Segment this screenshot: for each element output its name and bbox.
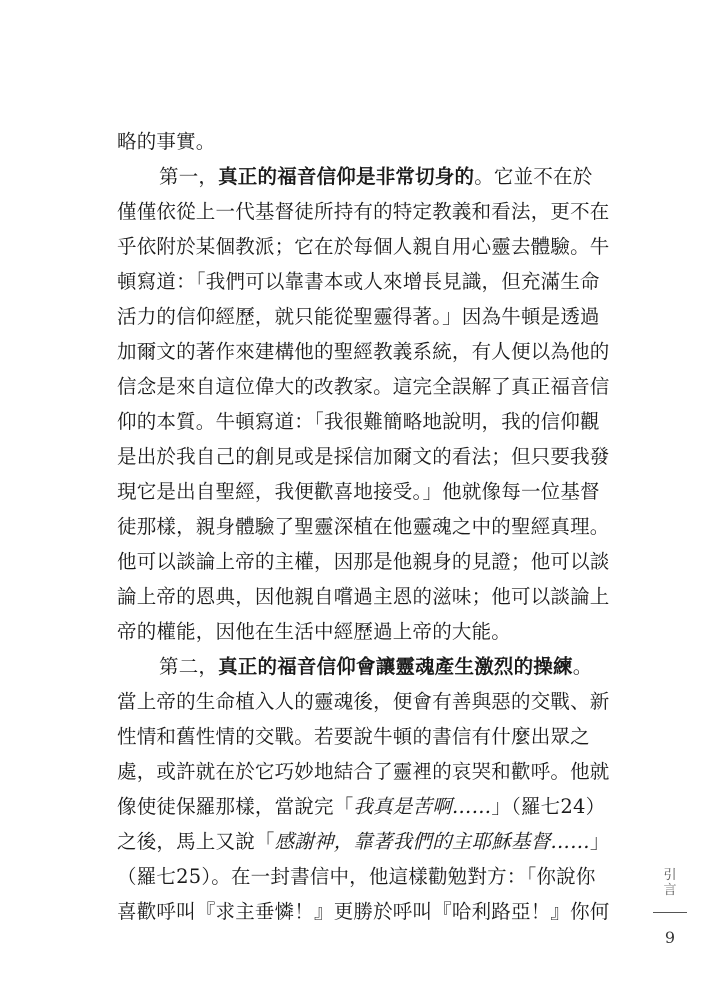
scripture-quote: 我真是苦啊……	[353, 795, 492, 818]
text-line: 像使徒保羅那樣，當說完「我真是苦啊……」（羅七24）	[117, 795, 606, 818]
text-line: 信念是來自這位偉大的改教家。這完全誤解了真正福音信	[117, 375, 610, 398]
text-line: 加爾文的著作來建構他的聖經教義系統，有人便以為他的	[117, 340, 610, 363]
footer-divider	[653, 912, 687, 913]
text-line: 徒那樣，親身體驗了聖靈深植在他靈魂之中的聖經真理。	[117, 515, 610, 538]
scripture-quote: 感謝神，靠著我們的主耶穌基督……	[274, 830, 590, 853]
text-line: 他可以談論上帝的主權，因那是他親身的見證；他可以談	[117, 550, 610, 573]
text-line: 喜歡呼叫『求主垂憐！』更勝於呼叫『哈利路亞！』你何	[117, 900, 610, 923]
text-line: 略的事實。	[117, 130, 216, 153]
text-line: 處，或許就在於它巧妙地結合了靈裡的哀哭和歡呼。他就	[117, 760, 610, 783]
emphasis-point-two: 真正的福音信仰會讓靈魂產生激烈的操練	[218, 655, 573, 678]
body-text	[117, 124, 610, 929]
page-number: 9	[664, 928, 676, 947]
text-line: 是出於我自己的創見或是採信加爾文的看法；但只要我發	[117, 445, 610, 468]
text-line: 第二，真正的福音信仰會讓靈魂產生激烈的操練。	[159, 655, 593, 678]
text-line: 現它是出自聖經，我便歡喜地接受。」他就像每一位基督	[117, 480, 600, 503]
text-line: 論上帝的恩典，因他親自嚐過主恩的滋味；他可以談論上	[117, 585, 610, 608]
text-line: 性情和舊性情的交戰。若要說牛頓的書信有什麼出眾之	[117, 725, 590, 748]
text-line: 之後，馬上又說「感謝神，靠著我們的主耶穌基督……」	[117, 830, 610, 853]
text-line: 頓寫道：「我們可以靠書本或人來增長見識，但充滿生命	[117, 270, 600, 293]
emphasis-point-one: 真正的福音信仰是非常切身的	[218, 165, 475, 188]
text-line: 僅僅依從上一代基督徒所持有的特定教義和看法，更不在	[117, 200, 610, 223]
text-line: 當上帝的生命植入人的靈魂後，便會有善與惡的交戰、新	[117, 690, 610, 713]
section-label: 引 言	[663, 868, 677, 898]
text-line: （羅七25）。在一封書信中，他這樣勸勉對方：「你說你	[117, 865, 596, 888]
text-line: 活力的信仰經歷，就只能從聖靈得著。」因為牛頓是透過	[117, 305, 600, 328]
text-line: 仰的本質。牛頓寫道：「我很難簡略地說明，我的信仰觀	[117, 410, 600, 433]
text-line: 帝的權能，因他在生活中經歷過上帝的大能。	[117, 620, 512, 643]
text-line: 乎依附於某個教派；它在於每個人親自用心靈去體驗。牛	[117, 235, 610, 258]
text-line: 第一，真正的福音信仰是非常切身的。它並不在於	[159, 165, 593, 188]
